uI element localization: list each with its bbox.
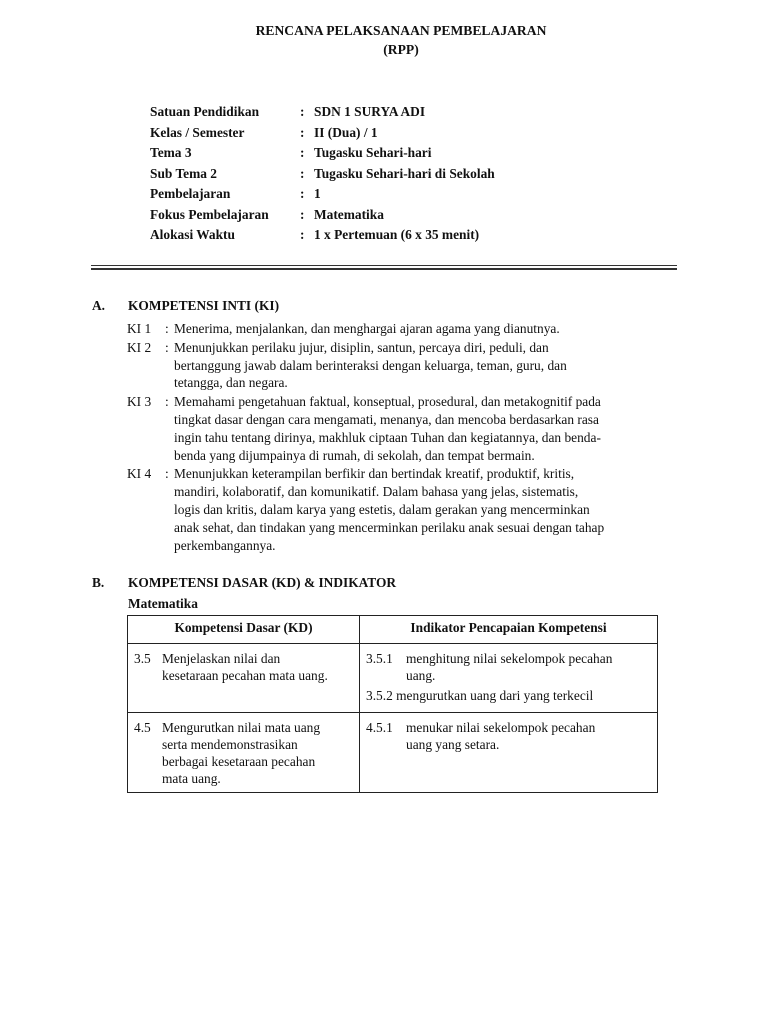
ki-label: KI 2 [127, 339, 152, 355]
indicator-cell [360, 644, 658, 713]
ki-line: tingkat dasar dengan cara mengamati, menanya, dan mencoba berdasarkan rasa [174, 411, 599, 427]
indicator-item [366, 719, 653, 753]
table-row [128, 644, 658, 713]
section-b-letter: B. [92, 575, 105, 590]
info-value: Tugasku Sehari-hari di Sekolah [314, 165, 495, 181]
divider-thick [91, 268, 677, 270]
indicator-cell [360, 713, 658, 793]
ki-label: KI 3 [127, 394, 152, 410]
ki-line: benda yang dijumpainya di rumah, di sekolah, dan tempat bermain. [174, 447, 535, 463]
info-label: Kelas / Semester [150, 124, 245, 140]
info-row [150, 143, 495, 164]
kd-line: Menjelaskan nilai dan [162, 651, 281, 666]
section-b-subject: Matematika [128, 596, 198, 611]
section-a-title: KOMPETENSI INTI (KI) [128, 298, 280, 313]
info-colon: : [300, 227, 305, 242]
kd-line: mata uang. [162, 771, 221, 786]
indicator-line: uang. [406, 668, 436, 683]
indicator-number: 3.5.2 [366, 688, 393, 703]
indicator-line: menukar nilai sekelompok pecahan [406, 720, 596, 735]
table-header-indicator: Indikator Pencapaian Kompetensi [360, 616, 658, 644]
ki-line: Menunjukkan perilaku jujur, disiplin, santun, percaya diri, peduli, dan [174, 339, 549, 355]
info-label: Fokus Pembelajaran [150, 206, 269, 222]
ki-line: ingin tahu tentang dirinya, makhluk ciptaan Tuhan dan kegiatannya, dan benda- [174, 429, 601, 445]
document-title: RENCANA PELAKSANAAN PEMBELAJARAN [255, 23, 547, 38]
info-value: 1 x Pertemuan (6 x 35 menit) [314, 227, 480, 242]
ki-item [127, 339, 677, 392]
section-a-letter: A. [92, 298, 106, 313]
info-row [150, 184, 495, 205]
info-row [150, 225, 495, 246]
indicator-number: 4.5.1 [366, 720, 393, 735]
indicator-item [366, 650, 653, 684]
info-row [150, 164, 495, 185]
info-colon: : [300, 145, 305, 160]
info-label: Sub Tema 2 [150, 165, 217, 181]
ki-colon: : [165, 321, 169, 336]
divider-thin [91, 265, 677, 266]
info-value: 1 [314, 186, 321, 201]
section-b-title: KOMPETENSI DASAR (KD) & INDIKATOR [128, 575, 397, 590]
ki-line: perkembangannya. [174, 537, 276, 553]
kd-line: kesetaraan pecahan mata uang. [162, 668, 328, 683]
ki-text [174, 339, 677, 392]
info-row [150, 102, 495, 123]
info-row [150, 205, 495, 226]
ki-line: Menerima, menjalankan, dan menghargai ajaran agama yang dianutnya. [174, 321, 560, 336]
ki-text [174, 393, 677, 464]
ki-colon: : [165, 466, 169, 482]
info-label: Satuan Pendidikan [150, 104, 260, 119]
ki-colon: : [165, 394, 169, 410]
kd-number: 4.5 [134, 720, 151, 735]
ki-item [127, 393, 677, 464]
ki-text [174, 465, 677, 554]
indicator-line: menghitung nilai sekelompok pecahan [406, 651, 613, 666]
kd-line: serta mendemonstrasikan [162, 737, 298, 752]
document-subtitle: (RPP) [383, 42, 419, 57]
info-colon: : [300, 165, 305, 181]
info-label: Pembelajaran [150, 186, 231, 201]
kd-indicator-table [127, 615, 658, 793]
info-value: Tugasku Sehari-hari [314, 145, 432, 160]
ki-line: Memahami pengetahuan faktual, konseptual, prosedural, dan metakognitif pada [174, 394, 601, 410]
indicator-item [366, 687, 653, 704]
ki-colon: : [165, 339, 169, 355]
ki-label: KI 1 [127, 321, 152, 336]
ki-line: tetangga, dan negara. [174, 375, 288, 391]
info-colon: : [300, 186, 305, 201]
ki-list [127, 320, 677, 555]
ki-line: bertanggung jawab dalam berinteraksi dengan keluarga, teman, guru, dan [174, 357, 567, 373]
info-colon: : [300, 104, 305, 119]
kd-cell [128, 644, 360, 713]
info-value: Matematika [314, 206, 384, 222]
identity-block [150, 102, 495, 246]
kd-line: berbagai kesetaraan pecahan [162, 754, 316, 769]
table-row [128, 713, 658, 793]
indicator-line: mengurutkan uang dari yang terkecil [396, 688, 594, 703]
kd-number: 3.5 [134, 651, 151, 666]
info-value: SDN 1 SURYA ADI [314, 104, 426, 119]
table-header-kd: Kompetensi Dasar (KD) [128, 616, 360, 644]
indicator-line: uang yang setara. [406, 737, 500, 752]
ki-line: Menunjukkan keterampilan berfikir dan bertindak kreatif, produktif, kritis, [174, 466, 575, 482]
table-header-row [128, 616, 658, 644]
ki-label: KI 4 [127, 466, 152, 482]
info-label: Alokasi Waktu [150, 227, 235, 242]
info-row [150, 123, 495, 144]
info-colon: : [300, 124, 305, 140]
ki-item [127, 465, 677, 554]
ki-line: logis dan kritis, dalam karya yang estetis, dalam gerakan yang mencerminkan [174, 501, 590, 517]
kd-cell [128, 713, 360, 793]
info-value: II (Dua) / 1 [314, 124, 378, 140]
kd-line: Mengurutkan nilai mata uang [162, 720, 321, 735]
ki-line: mandiri, kolaboratif, dan komunikatif. Dalam bahasa yang jelas, sistematis, [174, 484, 579, 500]
ki-line: anak sehat, dan tindakan yang mencerminkan perilaku anak sesuai dengan tahap [174, 519, 605, 535]
info-colon: : [300, 206, 305, 222]
indicator-number: 3.5.1 [366, 651, 393, 666]
ki-item [127, 320, 677, 338]
ki-text [174, 320, 677, 338]
info-label: Tema 3 [150, 145, 192, 160]
